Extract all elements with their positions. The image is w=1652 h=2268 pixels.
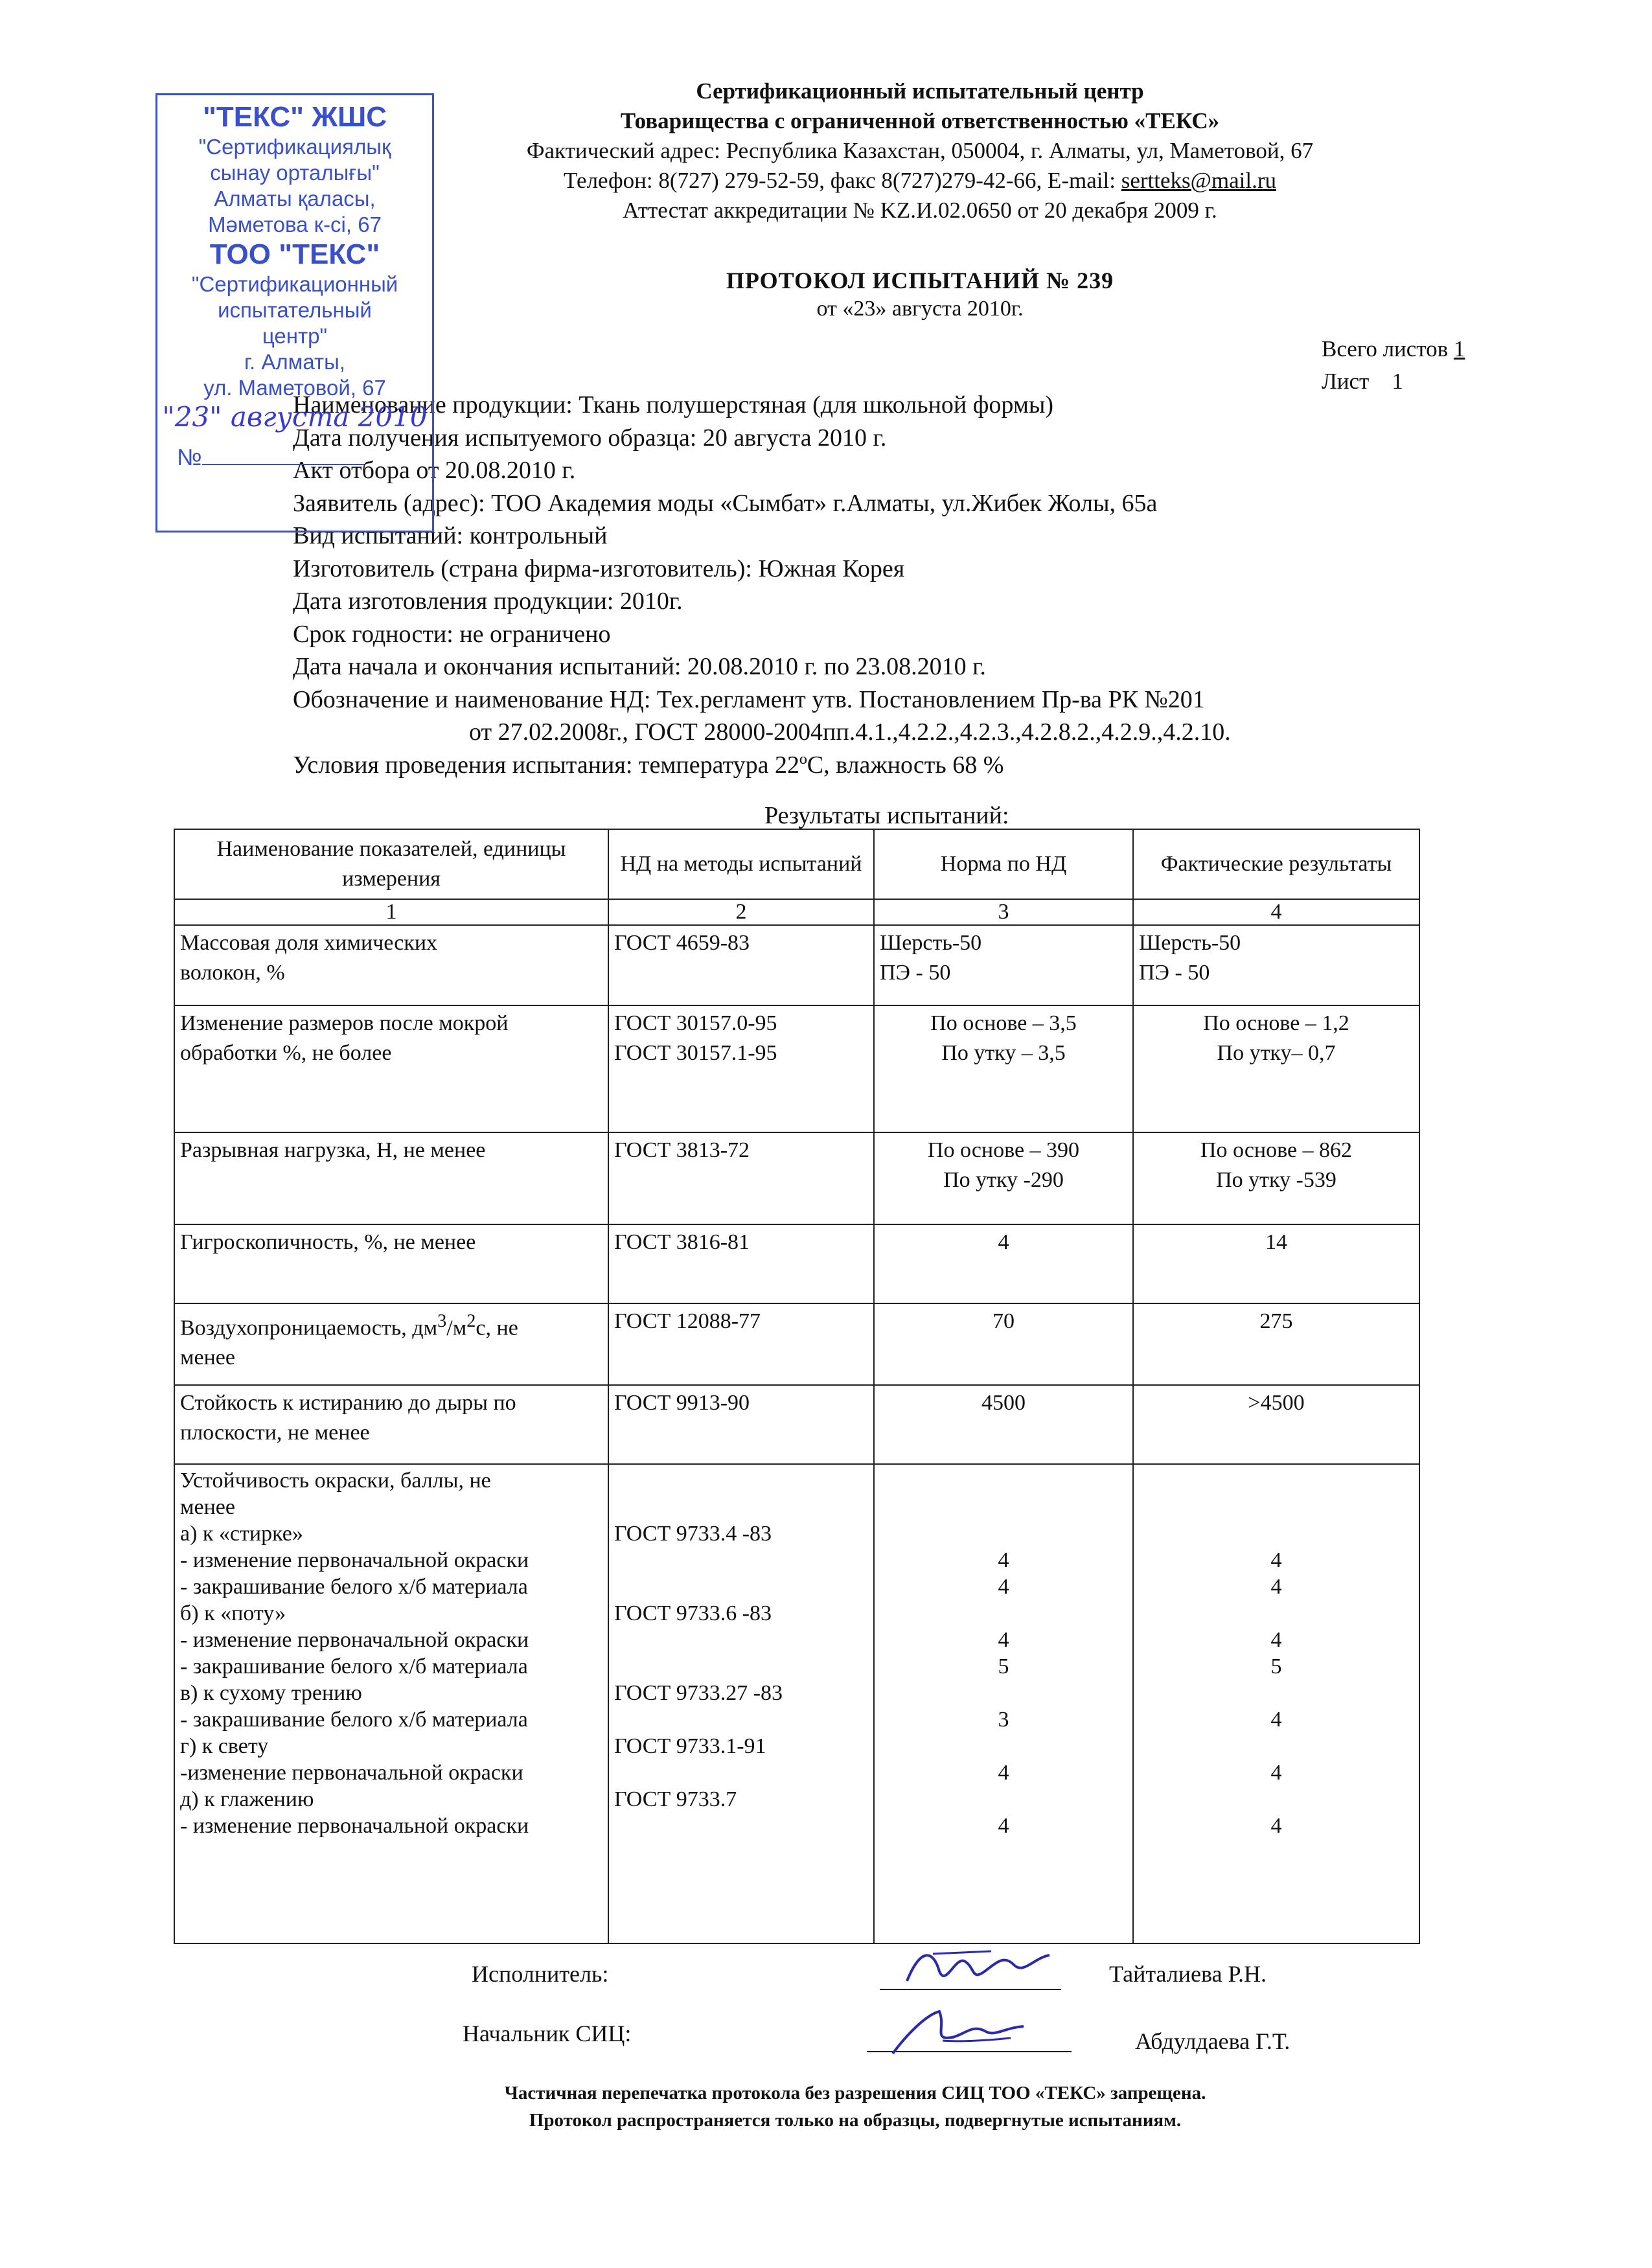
cell-line: ГОСТ 9733.1-91 (614, 1734, 766, 1758)
cell-line: 4 (1270, 1548, 1282, 1572)
info-product: Наименование продукции: Ткань полушерстяная (для школьной формы) (293, 391, 1054, 418)
cell-line (614, 1547, 868, 1574)
cell-line: - изменение первоначальной окраски (180, 1814, 529, 1838)
protocol-title: ПРОТОКОЛ ИСПЫТАНИЙ № 239 (726, 268, 1114, 293)
cell-line (1139, 1733, 1414, 1759)
info-manufacturer: Изготовитель (страна фирма-изготовитель): Южная Корея (293, 555, 905, 582)
head-signature (881, 2002, 1050, 2060)
cell-line (880, 1786, 1127, 1813)
table-row: Массовая доля химических волокон, % ГОСТ 4659-83 Шерсть-50 ПЭ - 50 Шерсть-50 ПЭ - 50 (174, 925, 1419, 1005)
cell-line: - закрашивание белого х/б материала (180, 1708, 528, 1732)
cell-line: 5 (1270, 1655, 1282, 1678)
cell-line: г) к свету (180, 1734, 269, 1758)
cell-line: - изменение первоначальной окраски (180, 1628, 529, 1652)
stamp-number: № (157, 444, 432, 471)
cell-line: менее (180, 1495, 235, 1519)
protocol-title-block (363, 267, 1477, 321)
cell-line (614, 1574, 868, 1600)
table-row: Гигроскопичность, %, не менее ГОСТ 3816-81 4 14 (174, 1224, 1419, 1303)
cell-line: 4 (998, 1761, 1009, 1785)
header (363, 76, 1477, 225)
table-row: Разрывная нагрузка, Н, не менее ГОСТ 3813-72 По основе – 390 По утку -290 По основе – 862 По утку -539 (174, 1132, 1419, 1224)
cell-line (614, 1494, 868, 1520)
info-made: Дата изготовления продукции: 2010г. (293, 588, 683, 615)
cell-line: 4 (998, 1628, 1009, 1652)
cell-line (880, 1494, 1127, 1520)
head-name: Абдулдаева Г.Т. (1135, 2028, 1291, 2054)
info-nd-continued: от 27.02.2008г., ГОСТ 28000-2004пп.4.1.,4.2.2.,4.2.3.,4.2.8.2.,4.2.9.,4.2.10. (469, 718, 1231, 746)
info-received: Дата получения испытуемого образца: 20 августа 2010 г. (293, 424, 887, 452)
cell-line: д) к глажению (180, 1787, 314, 1811)
executor-signature (894, 1942, 1062, 1994)
fastness-actual (1133, 1464, 1419, 1943)
cell-line: - изменение первоначальной окраски (180, 1548, 529, 1572)
cell-line (614, 1813, 868, 1839)
fastness-methods (608, 1464, 874, 1943)
cell-line: в) к сухому трению (180, 1681, 362, 1705)
cell-line: ГОСТ 9733.4 -83 (614, 1522, 772, 1546)
cell-line: 4 (1270, 1575, 1282, 1599)
cell-line (614, 1706, 868, 1733)
cell-line: 3 (998, 1708, 1009, 1732)
cell-line (1139, 1600, 1414, 1627)
table-header-row (174, 829, 1419, 899)
cell-line: 4 (1270, 1814, 1282, 1838)
executor-name: Тайталиева Р.Н. (1109, 1961, 1267, 1987)
cell-line: 4 (998, 1548, 1009, 1572)
cell-line: 4 (998, 1575, 1009, 1599)
cell-line (1139, 1786, 1414, 1813)
column-header: Наименование показателей, единицы измерения (174, 829, 608, 899)
executor-label: Исполнитель: (472, 1961, 609, 1987)
header-accreditation: Аттестат аккредитации № KZ.И.02.0650 от 20 декабря 2009 г. (623, 198, 1217, 223)
fastness-norms (874, 1464, 1133, 1943)
cell-line: 4 (1270, 1628, 1282, 1652)
cell-line: - закрашивание белого х/б материала (180, 1575, 528, 1599)
info-nd: Обозначение и наименование НД: Тех.регламент утв. Постановлением Пр-ва РК №201 (293, 685, 1205, 713)
footer-note: Частичная перепечатка протокола без разрешения СИЦ ТОО «ТЕКС» запрещена. Протокол распространяется только на образцы, подвергнутые испытаниям. (504, 2083, 1206, 2131)
cell-line (880, 1467, 1127, 1494)
info-test-type: Вид испытаний: контрольный (293, 522, 608, 549)
info-applicant: Заявитель (адрес): ТОО Академия моды «Сымбат» г.Алматы, ул.Жибек Жолы, 65а (293, 489, 1158, 517)
column-header: Норма по НД (874, 829, 1133, 899)
table-row: Стойкость к истиранию до дыры по плоскости, не менее ГОСТ 9913-90 4500 >4500 (174, 1385, 1419, 1464)
results-table (174, 829, 1420, 1944)
cell-line (1139, 1494, 1414, 1520)
cell-line (614, 1653, 868, 1680)
cell-line: 4 (1270, 1761, 1282, 1785)
cell-line (1139, 1520, 1414, 1547)
info-shelf-life: Срок годности: не ограничено (293, 620, 611, 648)
cell-line (880, 1520, 1127, 1547)
cell-line: 4 (1270, 1708, 1282, 1732)
info-act: Акт отбора от 20.08.2010 г. (293, 457, 576, 484)
cell-line: б) к «поту» (180, 1601, 286, 1625)
stamp-handwritten-date: "23" августа 2010 (162, 401, 428, 433)
sheet-counter: Всего листов 1 Лист 1 (1322, 336, 1465, 394)
header-center-name: Сертификационный испытательный центр (696, 78, 1144, 104)
table-row: Изменение размеров после мокрой обработки %, не более ГОСТ 30157.0-95 ГОСТ 30157.1-95 По основе – 3,5 По утку – 3,5 По основе – 1,2 По утку– 0,7 (174, 1005, 1419, 1132)
cell-line (880, 1600, 1127, 1627)
cell-line: ГОСТ 9733.27 -83 (614, 1681, 783, 1705)
results-title: Результаты испытаний: (764, 802, 1009, 829)
cell-line (614, 1627, 868, 1653)
cell-line: ГОСТ 9733.7 (614, 1787, 737, 1811)
head-label: Начальник СИЦ: (463, 2021, 632, 2046)
cell-line (614, 1467, 868, 1494)
cell-line: Устойчивость окраски, баллы, не (180, 1469, 491, 1493)
table-row: Воздухопроницаемость, $дм^3/м^2с$, не менее ГОСТ 12088-77 70 275 (174, 1303, 1419, 1385)
organization-stamp: "ТЕКС" ЖШС "Сертификациялық сынау орталығы" Алматы қаласы, Мәметова к-сі, 67 ТОО "ТЕКС" "Сертификационный испытательный центр" г. Алматы, ул. Маметовой, 67 "23" августа 2010 № (155, 93, 434, 533)
column-header: НД на методы испытаний (608, 829, 874, 899)
cell-line: 4 (998, 1814, 1009, 1838)
column-header: Фактические результаты (1133, 829, 1419, 899)
fastness-names (174, 1464, 608, 1943)
cell-line (880, 1680, 1127, 1706)
cell-line: ГОСТ 9733.6 -83 (614, 1601, 772, 1625)
cell-line: -изменение первоначальной окраски (180, 1761, 523, 1785)
info-period: Дата начала и окончания испытаний: 20.08.2010 г. по 23.08.2010 г. (293, 653, 986, 680)
protocol-date: от «23» августа 2010г. (816, 297, 1024, 321)
cell-line (1139, 1467, 1414, 1494)
cell-line (1139, 1680, 1414, 1706)
cell-line (880, 1733, 1127, 1759)
cell-line: 5 (998, 1655, 1009, 1678)
header-contacts: Телефон: 8(727) 279-52-59, факс 8(727)279-42-66, E-mail: sertteks@mail.ru (564, 168, 1276, 193)
table-row (174, 1464, 1419, 1943)
header-company: Товарищества с ограниченной ответственностью «ТЕКС» (620, 108, 1220, 133)
cell-line: а) к «стирке» (180, 1522, 303, 1546)
cell-line (614, 1759, 868, 1786)
cell-line: - закрашивание белого х/б материала (180, 1655, 528, 1678)
header-email[interactable]: sertteks@mail.ru (1121, 168, 1276, 193)
header-address: Фактический адрес: Республика Казахстан, 050004, г. Алматы, ул, Маметовой, 67 (526, 138, 1314, 163)
column-number-row: 1 2 3 4 (174, 899, 1419, 925)
info-conditions: Условия проведения испытания: температура 22ºС, влажность 68 % (293, 751, 1004, 779)
